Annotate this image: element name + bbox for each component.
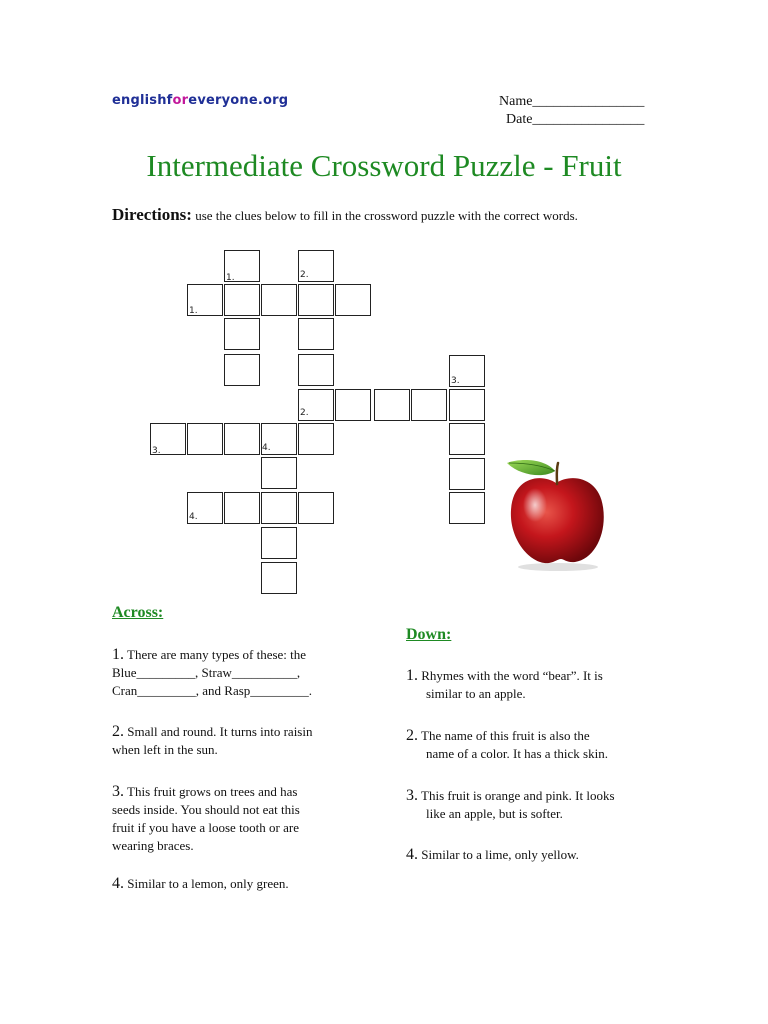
grid-cell[interactable] [224,354,260,386]
across-clue-4: 4. Similar to a lemon, only green. [112,875,289,892]
grid-cell[interactable] [187,492,223,524]
across-clue-1: 1. There are many types of these: the Blue_________, Straw__________, Cran_________, and Rasp_________. [112,646,313,698]
grid-number-down-1: 1. [226,273,235,283]
grid-cell[interactable] [224,423,260,455]
grid-cell[interactable] [150,423,186,455]
grid-cell[interactable] [261,284,297,316]
grid-cell[interactable] [449,355,485,387]
grid-cell[interactable] [411,389,447,421]
grid-cell[interactable] [224,318,260,350]
grid-cell[interactable] [335,389,371,421]
down-heading: Down: [406,626,452,643]
grid-cell[interactable] [261,527,297,559]
across-heading: Across: [112,604,164,621]
grid-number-across-1: 1. [189,306,198,316]
grid-cell[interactable] [335,284,371,316]
grid-number-down-2: 2. [300,270,309,280]
grid-cell[interactable] [449,423,485,455]
directions-label: Directions: [112,205,192,224]
directions [112,205,578,225]
across-clue-2: 2. Small and round. It turns into raisin when left in the sun. [112,723,313,757]
grid-cell[interactable] [224,250,260,282]
grid-cell[interactable] [187,284,223,316]
grid-cell[interactable] [298,354,334,386]
grid-cell[interactable] [261,562,297,594]
grid-cell[interactable] [449,492,485,524]
grid-cell[interactable] [298,318,334,350]
grid-cell[interactable] [261,492,297,524]
down-clue-1: 1. Rhymes with the word “bear”. It is similar to an apple. [406,667,603,701]
directions-text: use the clues below to fill in the crossword puzzle with the correct words. [191,208,578,223]
grid-cell[interactable] [449,458,485,490]
grid-cell[interactable] [298,284,334,316]
apple-icon [503,455,609,573]
grid-cell[interactable] [261,457,297,489]
grid-cell[interactable] [298,492,334,524]
across-clue-3: 3. This fruit grows on trees and has seeds inside. You should not eat this fruit if you have a loose tooth or are wearing braces. [112,783,300,853]
grid-cell[interactable] [298,250,334,282]
site-logo: englishforeveryone.org [112,93,289,108]
grid-cell[interactable] [298,423,334,455]
grid-number-across-2: 2. [300,408,309,418]
down-clue-3: 3. This fruit is orange and pink. It looks like an apple, but is softer. [406,787,615,821]
page-title: Intermediate Crossword Puzzle - Fruit [146,148,622,183]
grid-number-down-4: 4. [262,443,271,453]
grid-cell[interactable] [374,389,410,421]
grid-cell[interactable] [298,389,334,421]
down-clue-2: 2. The name of this fruit is also the name of a color. It has a thick skin. [406,727,608,761]
grid-cell[interactable] [261,423,297,455]
grid-number-across-4: 4. [189,512,198,522]
grid-number-across-3: 3. [152,446,161,456]
grid-cell[interactable] [187,423,223,455]
grid-cell[interactable] [449,389,485,421]
grid-cell[interactable] [224,492,260,524]
grid-number-down-3: 3. [451,376,460,386]
down-clue-4: 4. Similar to a lime, only yellow. [406,846,579,863]
date-field-line[interactable]: Date________________ [506,112,645,127]
name-field-line[interactable]: Name________________ [499,94,645,109]
grid-cell[interactable] [224,284,260,316]
